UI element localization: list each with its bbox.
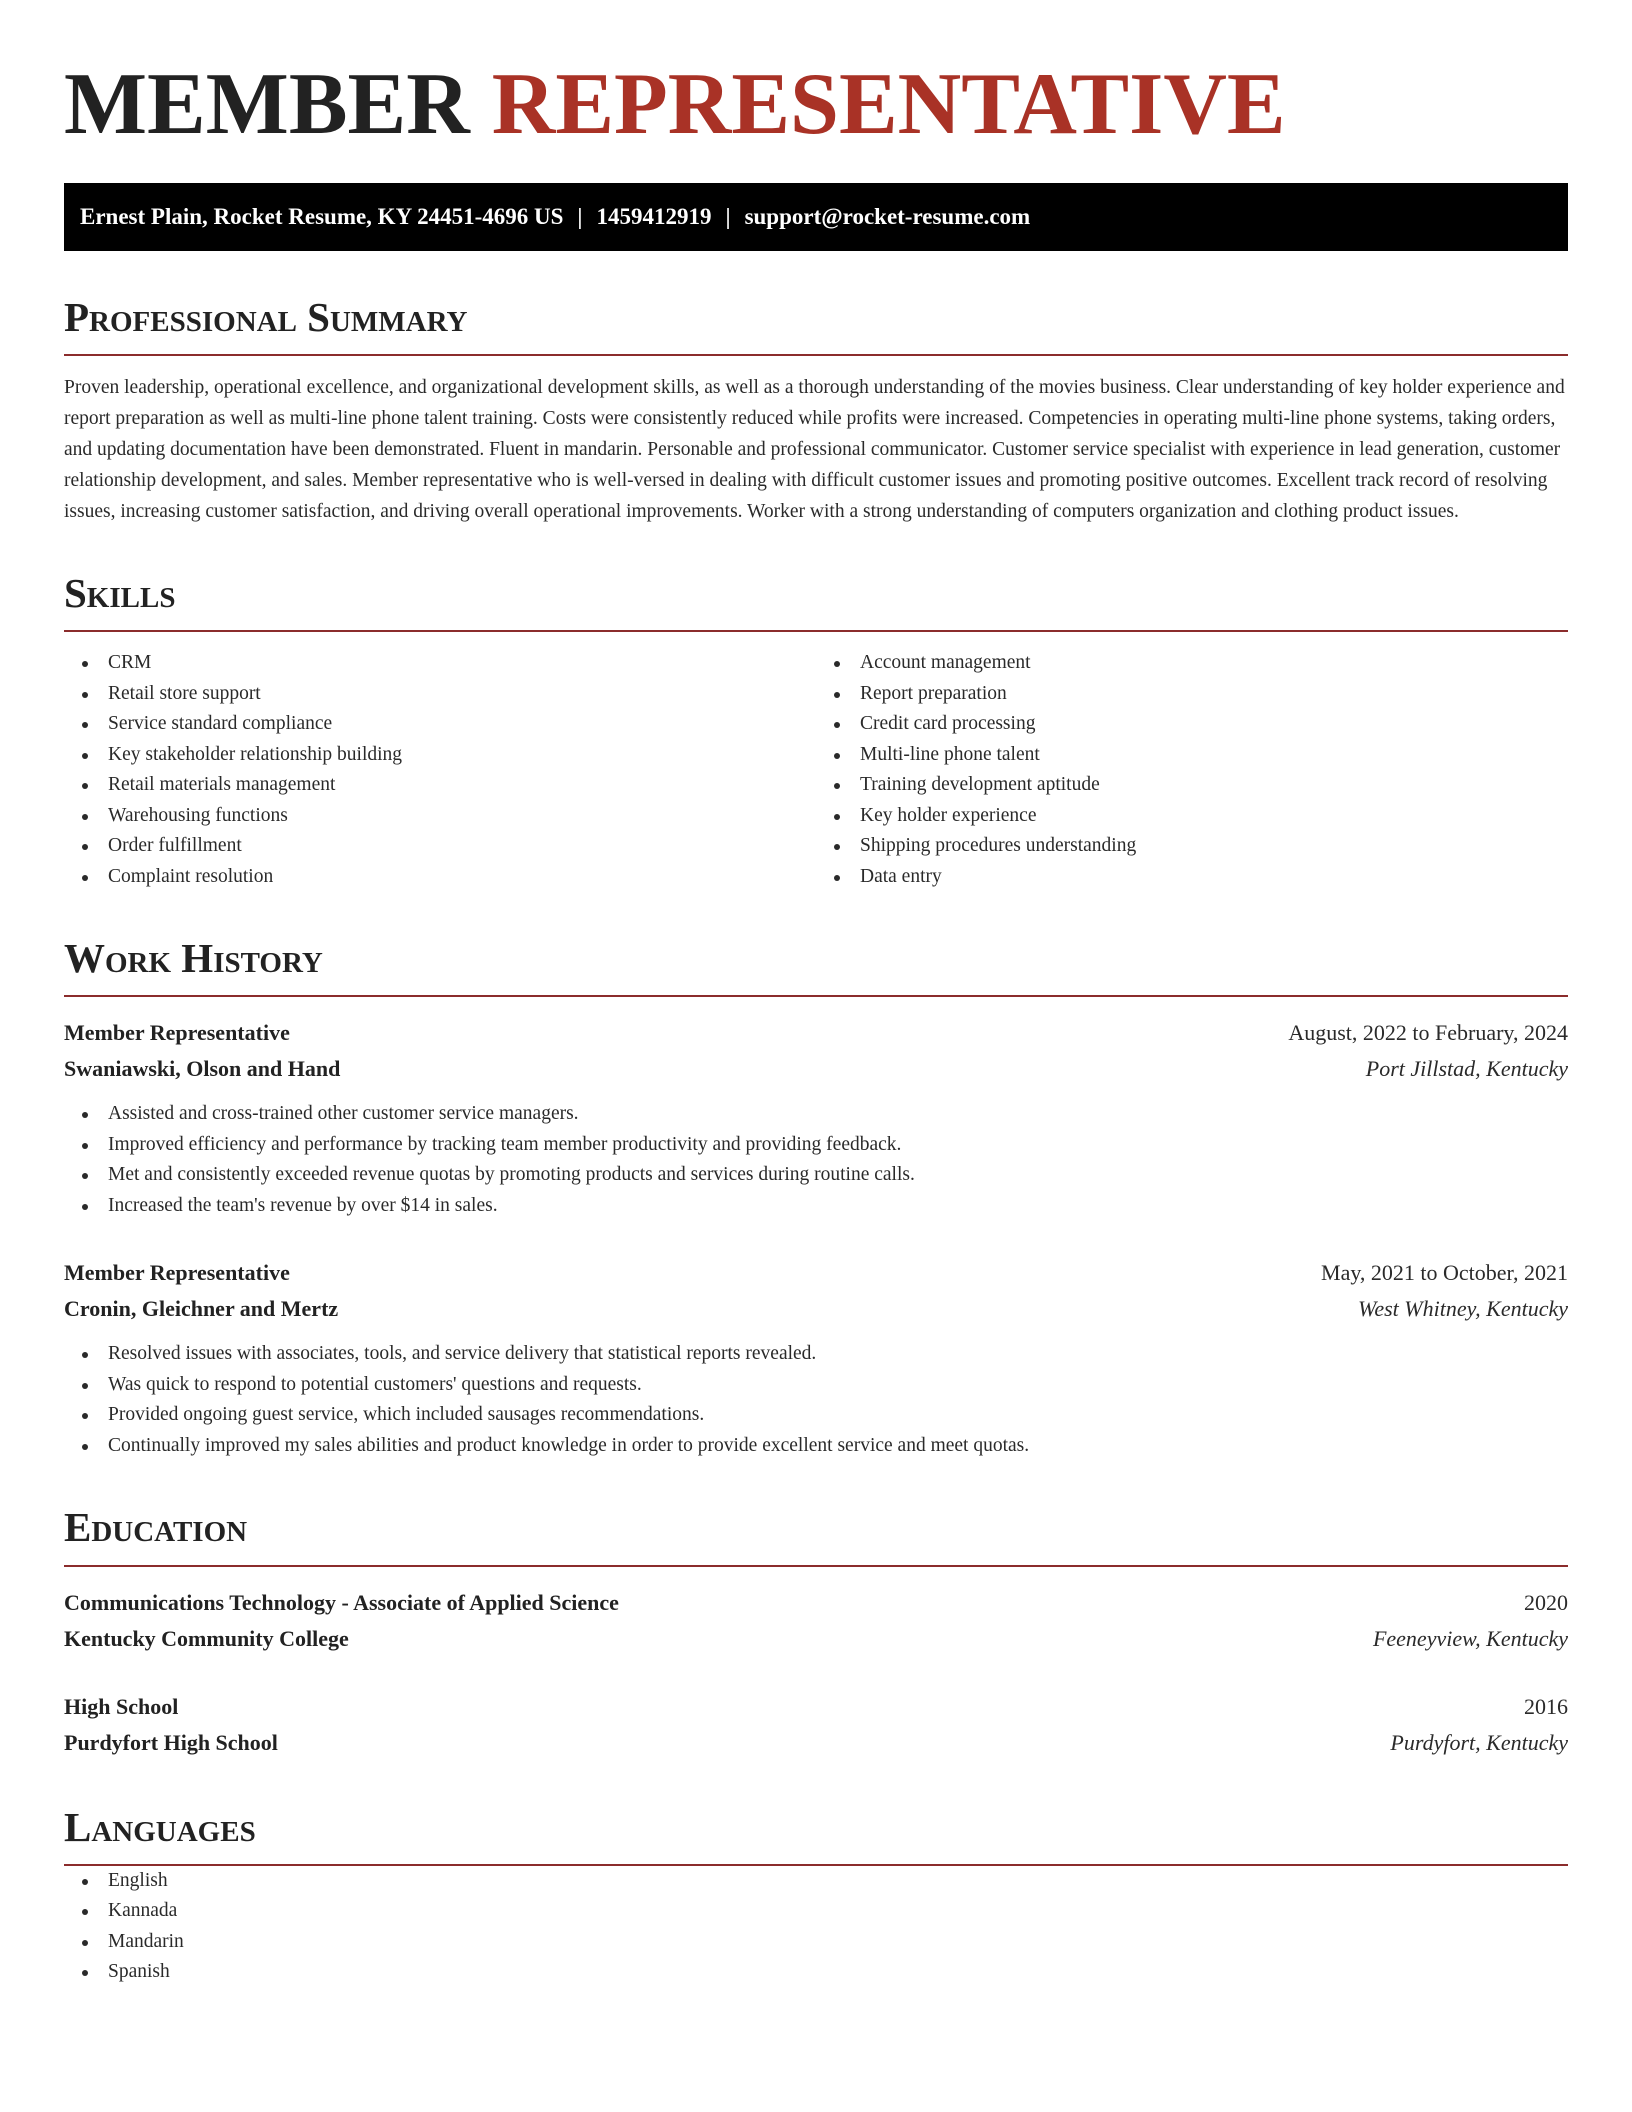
job-company: Swaniawski, Olson and Hand	[64, 1056, 341, 1082]
summary-text: Proven leadership, operational excellence, and organizational development skills, as well as a thorough understanding of the movies business. Clear understanding of key holder experience and report preparation as well as multi-line phone talent training. Costs were consistently reduced while profits were increased. Competencies in operating multi-line phone systems, taking orders, and updating documentation have been demonstrated. Fluent in mandarin. Personable and professional communicator. Customer service specialist with experience in lead generation, customer relationship development, and sales. Member representative who is well-versed in dealing with difficult customer issues and promoting positive outcomes. Excellent track record of resolving issues, increasing customer satisfaction, and driving overall operational improvements. Worker with a strong understanding of computers organization and clothing product issues.	[64, 377, 1565, 523]
contact-email: support@rocket-resume.com	[744, 204, 1031, 230]
education-school: Purdyfort High School	[64, 1729, 278, 1755]
skill-item: Order fulfillment	[64, 831, 816, 862]
job-title: Member Representative	[64, 1020, 290, 1046]
skills-column-left	[64, 648, 816, 892]
title-first-word: MEMBER	[64, 56, 470, 153]
education-year: 2016	[1524, 1693, 1568, 1719]
skill-item: Shipping procedures understanding	[816, 831, 1568, 862]
job-bullet: Improved efficiency and performance by tracking team member productivity and providing feedback.	[64, 1130, 1568, 1161]
job-bullet: Provided ongoing guest service, which included sausages recommendations.	[64, 1400, 1568, 1431]
education-entry	[64, 1689, 1568, 1761]
education-location: Feeneyview, Kentucky	[1372, 1625, 1568, 1651]
contact-address: Ernest Plain, Rocket Resume, KY 24451-4696 US	[80, 204, 564, 230]
skill-item: Warehousing functions	[64, 801, 816, 832]
job-entry	[64, 1255, 1568, 1461]
skill-item: Multi-line phone talent	[816, 740, 1568, 771]
job-bullet: Met and consistently exceeded revenue quotas by promoting products and services during routine calls.	[64, 1160, 1568, 1191]
skill-item: Training development aptitude	[816, 770, 1568, 801]
skill-item: Account management	[816, 648, 1568, 679]
skill-item: Service standard compliance	[64, 709, 816, 740]
education-degree: High School	[64, 1693, 179, 1719]
skills-grid	[64, 648, 1568, 892]
title-second-word: REPRESENTATIVE	[491, 56, 1286, 153]
job-bullet: Increased the team's revenue by over $14 in sales.	[64, 1191, 1568, 1222]
job-entry	[64, 1015, 1568, 1221]
contact-bar	[64, 183, 1568, 251]
skills-column-right	[816, 648, 1568, 892]
job-company: Cronin, Gleichner and Mertz	[64, 1296, 339, 1322]
skill-item: Retail materials management	[64, 770, 816, 801]
contact-phone: 1459412919	[596, 204, 712, 230]
skill-item: Data entry	[816, 862, 1568, 893]
job-location: West Whitney, Kentucky	[1358, 1296, 1568, 1322]
skill-item: Credit card processing	[816, 709, 1568, 740]
summary-heading: Professional Summary	[64, 295, 1568, 356]
language-item: Spanish	[64, 1957, 1568, 1988]
languages-heading: Languages	[64, 1805, 1568, 1866]
job-location: Port Jillstad, Kentucky	[1365, 1056, 1568, 1082]
skill-item: Retail store support	[64, 679, 816, 710]
job-dates: August, 2022 to February, 2024	[1288, 1020, 1568, 1046]
job-dates: May, 2021 to October, 2021	[1321, 1260, 1568, 1286]
job-bullet: Resolved issues with associates, tools, and service delivery that statistical reports revealed.	[64, 1339, 1568, 1370]
skill-item: Report preparation	[816, 679, 1568, 710]
skill-item: Key holder experience	[816, 801, 1568, 832]
education-entry	[64, 1585, 1568, 1657]
skill-item: Key stakeholder relationship building	[64, 740, 816, 771]
contact-separator: |	[725, 204, 731, 230]
language-item: Mandarin	[64, 1927, 1568, 1958]
language-item: Kannada	[64, 1896, 1568, 1927]
skill-item: Complaint resolution	[64, 862, 816, 893]
education-degree: Communications Technology - Associate of Applied Science	[64, 1589, 619, 1615]
work-history-heading: Work History	[64, 936, 1568, 997]
education-location: Purdyfort, Kentucky	[1390, 1729, 1568, 1755]
job-bullet: Continually improved my sales abilities and product knowledge in order to provide excellent service and meet quotas.	[64, 1431, 1568, 1462]
job-bullet: Was quick to respond to potential customers' questions and requests.	[64, 1370, 1568, 1401]
contact-separator: |	[577, 204, 583, 230]
education-school: Kentucky Community College	[64, 1625, 349, 1651]
job-bullet: Assisted and cross-trained other customer service managers.	[64, 1099, 1568, 1130]
education-heading: Education	[64, 1505, 1568, 1566]
resume-title	[64, 54, 1568, 155]
skills-heading: Skills	[64, 571, 1568, 632]
skill-item: CRM	[64, 648, 816, 679]
language-item: English	[64, 1866, 1568, 1897]
job-title: Member Representative	[64, 1260, 290, 1286]
education-year: 2020	[1524, 1589, 1568, 1615]
languages-list	[64, 1866, 1568, 1988]
